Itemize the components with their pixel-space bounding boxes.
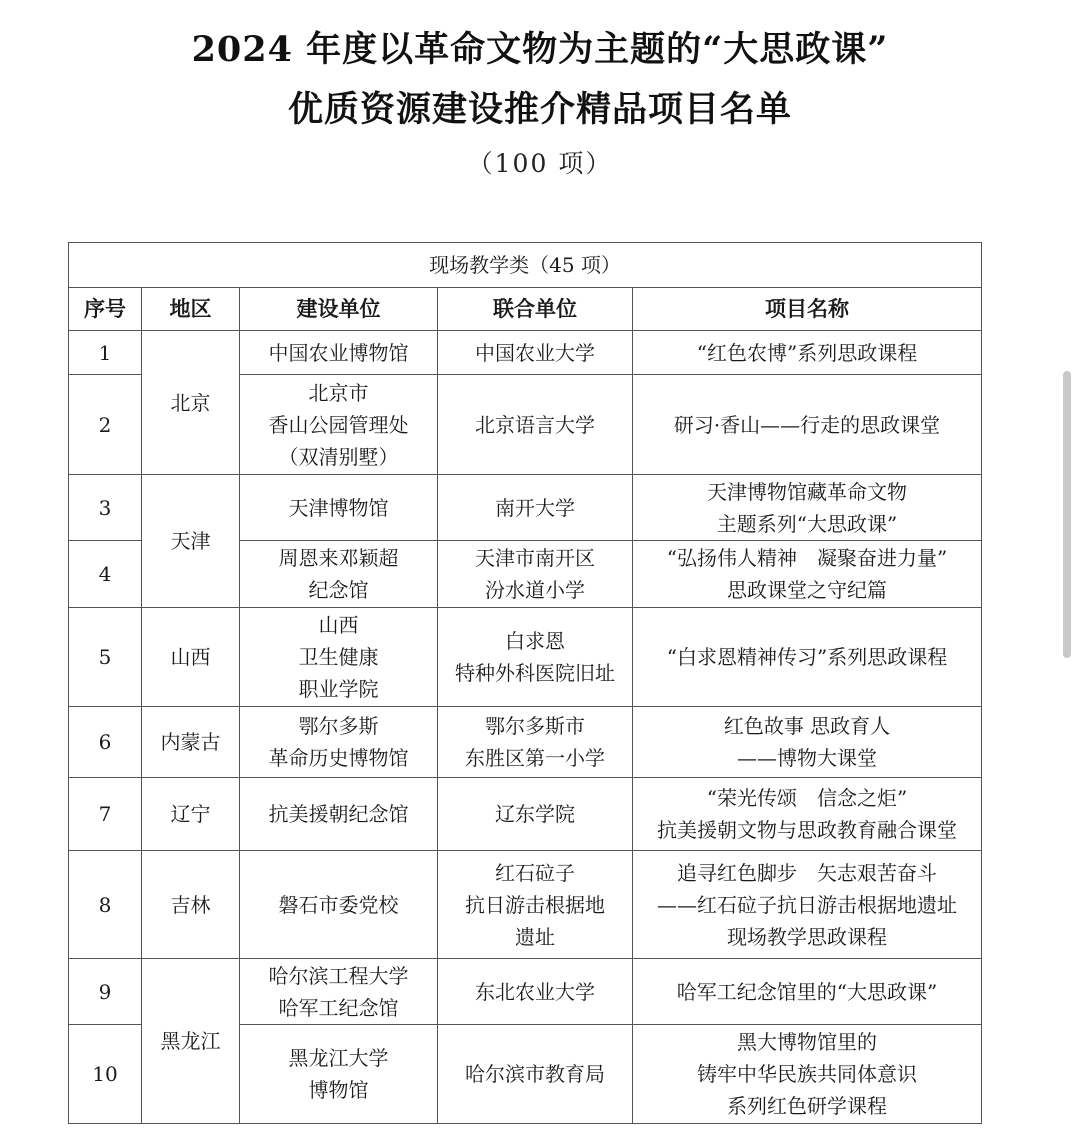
- cell-line: 天津博物馆藏革命文物: [707, 479, 908, 504]
- cell-line: 遗址: [515, 924, 555, 949]
- cell-line: “白求恩精神传习”系列思政课程: [666, 645, 948, 669]
- vertical-scrollbar[interactable]: [1063, 371, 1071, 658]
- project-cell: [633, 1025, 982, 1124]
- table-row: [69, 608, 982, 707]
- cell-line: 南开大学: [495, 495, 575, 520]
- table-row: [69, 851, 982, 959]
- cell-line: 周恩来邓颖超: [278, 546, 399, 570]
- partner-cell: [438, 707, 633, 778]
- cell-line: 博物馆: [308, 1078, 369, 1102]
- partner-cell: [438, 778, 633, 851]
- builder-cell: [240, 608, 438, 707]
- cell-line: 卫生健康: [298, 645, 379, 669]
- project-cell: [633, 608, 982, 707]
- cell-line: 香山公园管理处: [268, 412, 409, 437]
- cell-line: 红石砬子: [495, 860, 575, 885]
- partner-cell: [438, 475, 633, 541]
- row-number: 10: [69, 1025, 142, 1124]
- total-count: （100 项）: [467, 149, 613, 178]
- table-row: [69, 778, 982, 851]
- partner-cell: [438, 959, 633, 1025]
- builder-cell: [240, 707, 438, 778]
- cell-line: 天津市南开区: [475, 546, 595, 570]
- builder-cell: [240, 475, 438, 541]
- cell-line: 黑大博物馆里的: [737, 1030, 878, 1054]
- row-number: 8: [69, 851, 142, 959]
- cell-line: 现场教学思政课程: [727, 924, 888, 949]
- cell-line: ——红石砬子抗日游击根据地遗址: [657, 892, 958, 917]
- project-table: [68, 242, 982, 1124]
- project-cell: [633, 331, 982, 375]
- column-header-partner: 联合单位: [438, 288, 633, 331]
- region-cell: 黑龙江: [142, 959, 240, 1124]
- row-number: 6: [69, 707, 142, 778]
- cell-line: 北京市: [308, 380, 369, 405]
- partner-cell: [438, 851, 633, 959]
- region-cell: 内蒙古: [142, 707, 240, 778]
- row-number: 9: [69, 959, 142, 1025]
- partner-cell: [438, 331, 633, 375]
- project-cell: [633, 541, 982, 608]
- row-number: 2: [69, 375, 142, 475]
- project-cell: [633, 707, 982, 778]
- cell-line: “弘扬伟人精神 凝聚奋进力量”: [666, 546, 948, 570]
- partner-cell: [438, 1025, 633, 1124]
- cell-line: “红色农博”系列思政课程: [696, 340, 918, 365]
- cell-line: 山西: [318, 613, 359, 637]
- document-title-line-2: 优质资源建设推介精品项目名单: [287, 89, 792, 130]
- cell-line: 系列红色研学课程: [727, 1094, 888, 1118]
- cell-line: 抗日游击根据地: [465, 892, 605, 917]
- cell-line: 天津博物馆: [288, 495, 389, 520]
- cell-line: 鄂尔多斯: [298, 714, 379, 738]
- cell-line: 红色故事 思政育人: [723, 714, 891, 738]
- cell-line: 抗美援朝文物与思政教育融合课堂: [657, 818, 958, 842]
- builder-cell: [240, 1025, 438, 1124]
- region-cell: 天津: [142, 475, 240, 608]
- region-cell: 北京: [142, 331, 240, 475]
- table-row: [69, 707, 982, 778]
- region-cell: 吉林: [142, 851, 240, 959]
- builder-cell: [240, 778, 438, 851]
- cell-line: “荣光传颂 信念之炬”: [706, 786, 908, 810]
- cell-line: 白求恩: [505, 629, 565, 653]
- row-number: 4: [69, 541, 142, 608]
- partner-cell: [438, 541, 633, 608]
- column-header-project: 项目名称: [633, 288, 982, 331]
- table-row: [69, 959, 982, 1025]
- cell-line: 北京语言大学: [475, 412, 595, 437]
- cell-line: 抗美援朝纪念馆: [268, 802, 409, 826]
- cell-line: 哈尔滨市教育局: [465, 1062, 605, 1086]
- cell-line: 主题系列“大思政课”: [716, 511, 898, 536]
- builder-cell: [240, 851, 438, 959]
- project-cell: [633, 375, 982, 475]
- row-number: 7: [69, 778, 142, 851]
- cell-line: 哈军工纪念馆里的“大思政课”: [676, 979, 938, 1004]
- project-cell: [633, 778, 982, 851]
- cell-line: 磐石市委党校: [278, 892, 399, 917]
- cell-line: 东胜区第一小学: [465, 746, 605, 770]
- table-row: [69, 331, 982, 375]
- region-cell: 辽宁: [142, 778, 240, 851]
- cell-line: ——博物大课堂: [737, 746, 878, 770]
- row-number: 1: [69, 331, 142, 375]
- builder-cell: [240, 959, 438, 1025]
- cell-line: 哈军工纪念馆: [278, 995, 399, 1020]
- builder-cell: [240, 541, 438, 608]
- row-number: 5: [69, 608, 142, 707]
- cell-line: 辽东学院: [495, 802, 575, 826]
- category-header: 现场教学类（45 项）: [69, 243, 982, 288]
- cell-line: 中国农业博物馆: [268, 340, 409, 365]
- cell-line: 东北农业大学: [475, 979, 595, 1004]
- cell-line: 职业学院: [298, 677, 379, 701]
- cell-line: 纪念馆: [308, 578, 369, 602]
- cell-line: 铸牢中华民族共同体意识: [697, 1062, 918, 1086]
- cell-line: 特种外科医院旧址: [455, 661, 615, 685]
- column-header-builder: 建设单位: [240, 288, 438, 331]
- cell-line: 中国农业大学: [475, 340, 595, 365]
- cell-line: 革命历史博物馆: [268, 746, 409, 770]
- project-cell: [633, 959, 982, 1025]
- column-header-region: 地区: [142, 288, 240, 331]
- row-number: 3: [69, 475, 142, 541]
- table-row: [69, 475, 982, 541]
- partner-cell: [438, 608, 633, 707]
- cell-line: 追寻红色脚步 矢志艰苦奋斗: [677, 860, 938, 885]
- partner-cell: [438, 375, 633, 475]
- project-cell: [633, 851, 982, 959]
- cell-line: 鄂尔多斯市: [485, 714, 585, 738]
- project-cell: [633, 475, 982, 541]
- cell-line: 研习·香山——行走的思政课堂: [673, 412, 941, 437]
- cell-line: （双清别墅）: [278, 444, 399, 469]
- document-title-line-1: 2024 年度以革命文物为主题的“大思政课”: [191, 29, 889, 70]
- region-cell: 山西: [142, 608, 240, 707]
- cell-line: 汾水道小学: [485, 578, 585, 602]
- builder-cell: [240, 375, 438, 475]
- cell-line: 思政课堂之守纪篇: [727, 578, 888, 602]
- cell-line: 黑龙江大学: [288, 1046, 389, 1070]
- cell-line: 哈尔滨工程大学: [268, 963, 409, 988]
- builder-cell: [240, 331, 438, 375]
- column-header-no: 序号: [69, 288, 142, 331]
